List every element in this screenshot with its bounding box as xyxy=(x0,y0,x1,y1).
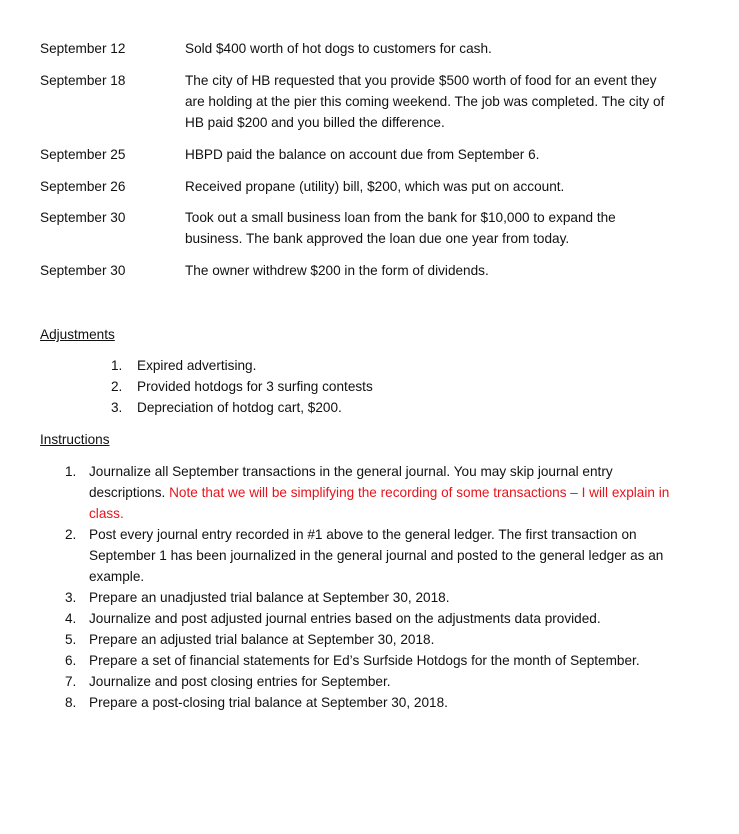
list-item: 3. Depreciation of hotdog cart, $200. xyxy=(111,400,342,415)
adjustments-heading: Adjustments xyxy=(40,327,115,342)
list-item: 2. Provided hotdogs for 3 surfing contests xyxy=(111,379,373,394)
list-item: 3. Prepare an unadjusted trial balance at September 30, 2018. xyxy=(65,590,450,605)
instructions-list xyxy=(65,461,680,713)
transaction-date: September 30 xyxy=(40,210,126,225)
list-item: 2. Post every journal entry recorded in #1 above to the general ledger. The first transaction on September 1 has been journalized in the general journal and posted to the general ledger as an example. xyxy=(65,527,664,584)
transaction-date: September 26 xyxy=(40,179,126,194)
transaction-description: HBPD paid the balance on account due from September 6. xyxy=(185,147,540,162)
transaction-description: Received propane (utility) bill, $200, which was put on account. xyxy=(185,179,565,194)
transaction-description: Sold $400 worth of hot dogs to customers for cash. xyxy=(185,41,492,56)
list-item: 5. Prepare an adjusted trial balance at September 30, 2018. xyxy=(65,632,435,647)
transaction-description: The owner withdrew $200 in the form of dividends. xyxy=(185,263,489,278)
transaction-date: September 30 xyxy=(40,263,126,278)
transaction-description: Took out a small business loan from the bank for $10,000 to expand the business. The bank approved the loan due one year from today. xyxy=(185,210,616,246)
transaction-date: September 25 xyxy=(40,147,126,162)
instructions-heading: Instructions xyxy=(40,432,110,447)
list-item: 7. Journalize and post closing entries for September. xyxy=(65,674,391,689)
list-item: 1. Journalize all September transactions in the general journal. You may skip journal entry descriptions. Note that we will be simplifying the recording of some transactions – I will explain in class. xyxy=(65,464,670,521)
transaction-date: September 18 xyxy=(40,73,126,88)
adjustments-list xyxy=(111,355,671,418)
transaction-description: The city of HB requested that you provide $500 worth of food for an event they are holding at the pier this coming weekend. The job was completed. The city of HB paid $200 and you billed the difference. xyxy=(185,73,665,130)
transaction-date: September 12 xyxy=(40,41,126,56)
list-item: 1. Expired advertising. xyxy=(111,358,257,373)
list-item: 4. Journalize and post adjusted journal entries based on the adjustments data provided. xyxy=(65,611,601,626)
list-item: 8. Prepare a post-closing trial balance at September 30, 2018. xyxy=(65,695,448,710)
list-item: 6. Prepare a set of financial statements for Ed’s Surfside Hotdogs for the month of September. xyxy=(65,653,640,668)
instructor-note: Note that we will be simplifying the recording of some transactions – I will explain in class. xyxy=(89,485,670,521)
